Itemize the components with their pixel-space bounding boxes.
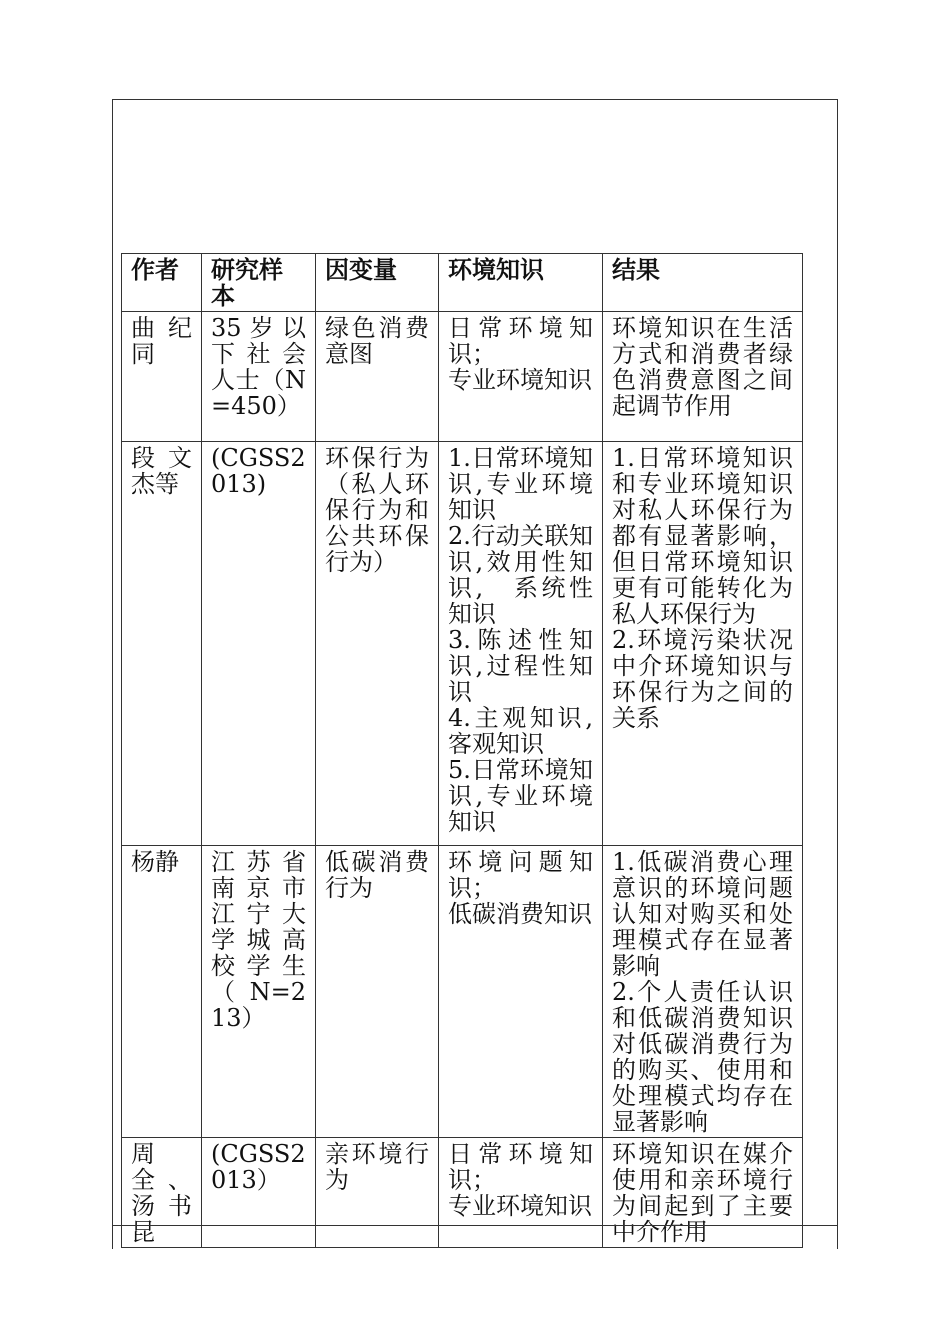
header-environmental-knowledge: 环境知识 [439,254,603,312]
cell-author [122,1138,202,1248]
cell-environmental-knowledge [439,442,603,846]
cell-dependent-variable [316,442,439,846]
cell-text: 5.日常环境知识,专业环境知识 [448,756,593,836]
cell-sample [202,312,316,442]
cell-text: 周全、汤书昆 [131,1140,192,1246]
header-result: 结果 [603,254,803,312]
cell-text: 低碳消费行为 [325,848,429,902]
cell-text: 专业环境知识 [448,366,592,394]
cell-text: 段文杰等 [131,444,192,498]
cell-text: 3.陈述性知识,过程性知识 [448,626,593,706]
cell-author [122,312,202,442]
cell-text: 日常环境知识； [448,1140,593,1194]
cell-text: 环保行为（私人环保行为和公共环保行为） [325,444,429,576]
cell-environmental-knowledge [439,312,603,442]
table-row [122,442,803,846]
cell-text: 2.个人责任认识和低碳消费知识对低碳消费行为的购买、使用和处理模式均存在显著影响 [612,978,793,1136]
cell-text: 环境问题知识； [448,848,593,902]
cell-text: 1.日常环境知识,专业环境知识 [448,444,593,524]
cell-text: 杨静 [131,848,179,876]
cell-sample [202,442,316,846]
cell-result [603,312,803,442]
cell-text: 低碳消费知识 [448,900,592,928]
cell-result [603,442,803,846]
cell-text: 亲环境行为 [325,1140,429,1194]
table-header-row [122,254,803,312]
cell-text: 2.环境污染状况中介环境知识与环保行为之间的关系 [612,626,793,732]
cell-text: 曲纪同 [131,314,192,368]
cell-environmental-knowledge [439,1138,603,1248]
cell-environmental-knowledge [439,846,603,1138]
header-sample: 研究样本 [202,254,316,312]
cell-text: 4.主观知识,客观知识 [448,704,593,758]
cell-dependent-variable [316,312,439,442]
cell-text: 2.行动关联知识,效用性知识, 系统性知识 [448,522,593,628]
cell-dependent-variable [316,846,439,1138]
cell-text: 1.日常环境知识和专业环境知识对私人环保行为都有显著影响，但日常环境知识更有可能转化为私人环保行为 [612,444,793,628]
cell-dependent-variable [316,1138,439,1248]
table-row [122,846,803,1138]
cell-sample [202,846,316,1138]
cell-text: 环境知识在媒介使用和亲环境行为间起到了主要中介作用 [612,1140,793,1246]
cell-text: (CGSS2013） [211,1140,306,1194]
cell-text: 35岁以下社会人士（N=450） [211,314,306,420]
header-dependent-variable: 因变量 [316,254,439,312]
cell-text: 日常环境知识； [448,314,593,368]
cell-text: 江苏省南京市江宁大学城高校学生（N=213） [211,848,306,1032]
cell-text: 环境知识在生活方式和消费者绿色消费意图之间起调节作用 [612,314,793,420]
table-row [122,312,803,442]
page-bottom-rule [112,1225,838,1226]
literature-table [121,253,803,1248]
cell-text: 绿色消费意图 [325,314,429,368]
cell-text: 专业环境知识 [448,1192,592,1220]
cell-result [603,1138,803,1248]
header-author: 作者 [122,254,202,312]
cell-text: 1.低碳消费心理意识的环境问题认知对购买和处理模式存在显著影响 [612,848,793,980]
cell-author [122,442,202,846]
table-row [122,1138,803,1248]
cell-author [122,846,202,1138]
cell-text: (CGSS2013) [211,444,306,498]
cell-result [603,846,803,1138]
cell-sample [202,1138,316,1248]
